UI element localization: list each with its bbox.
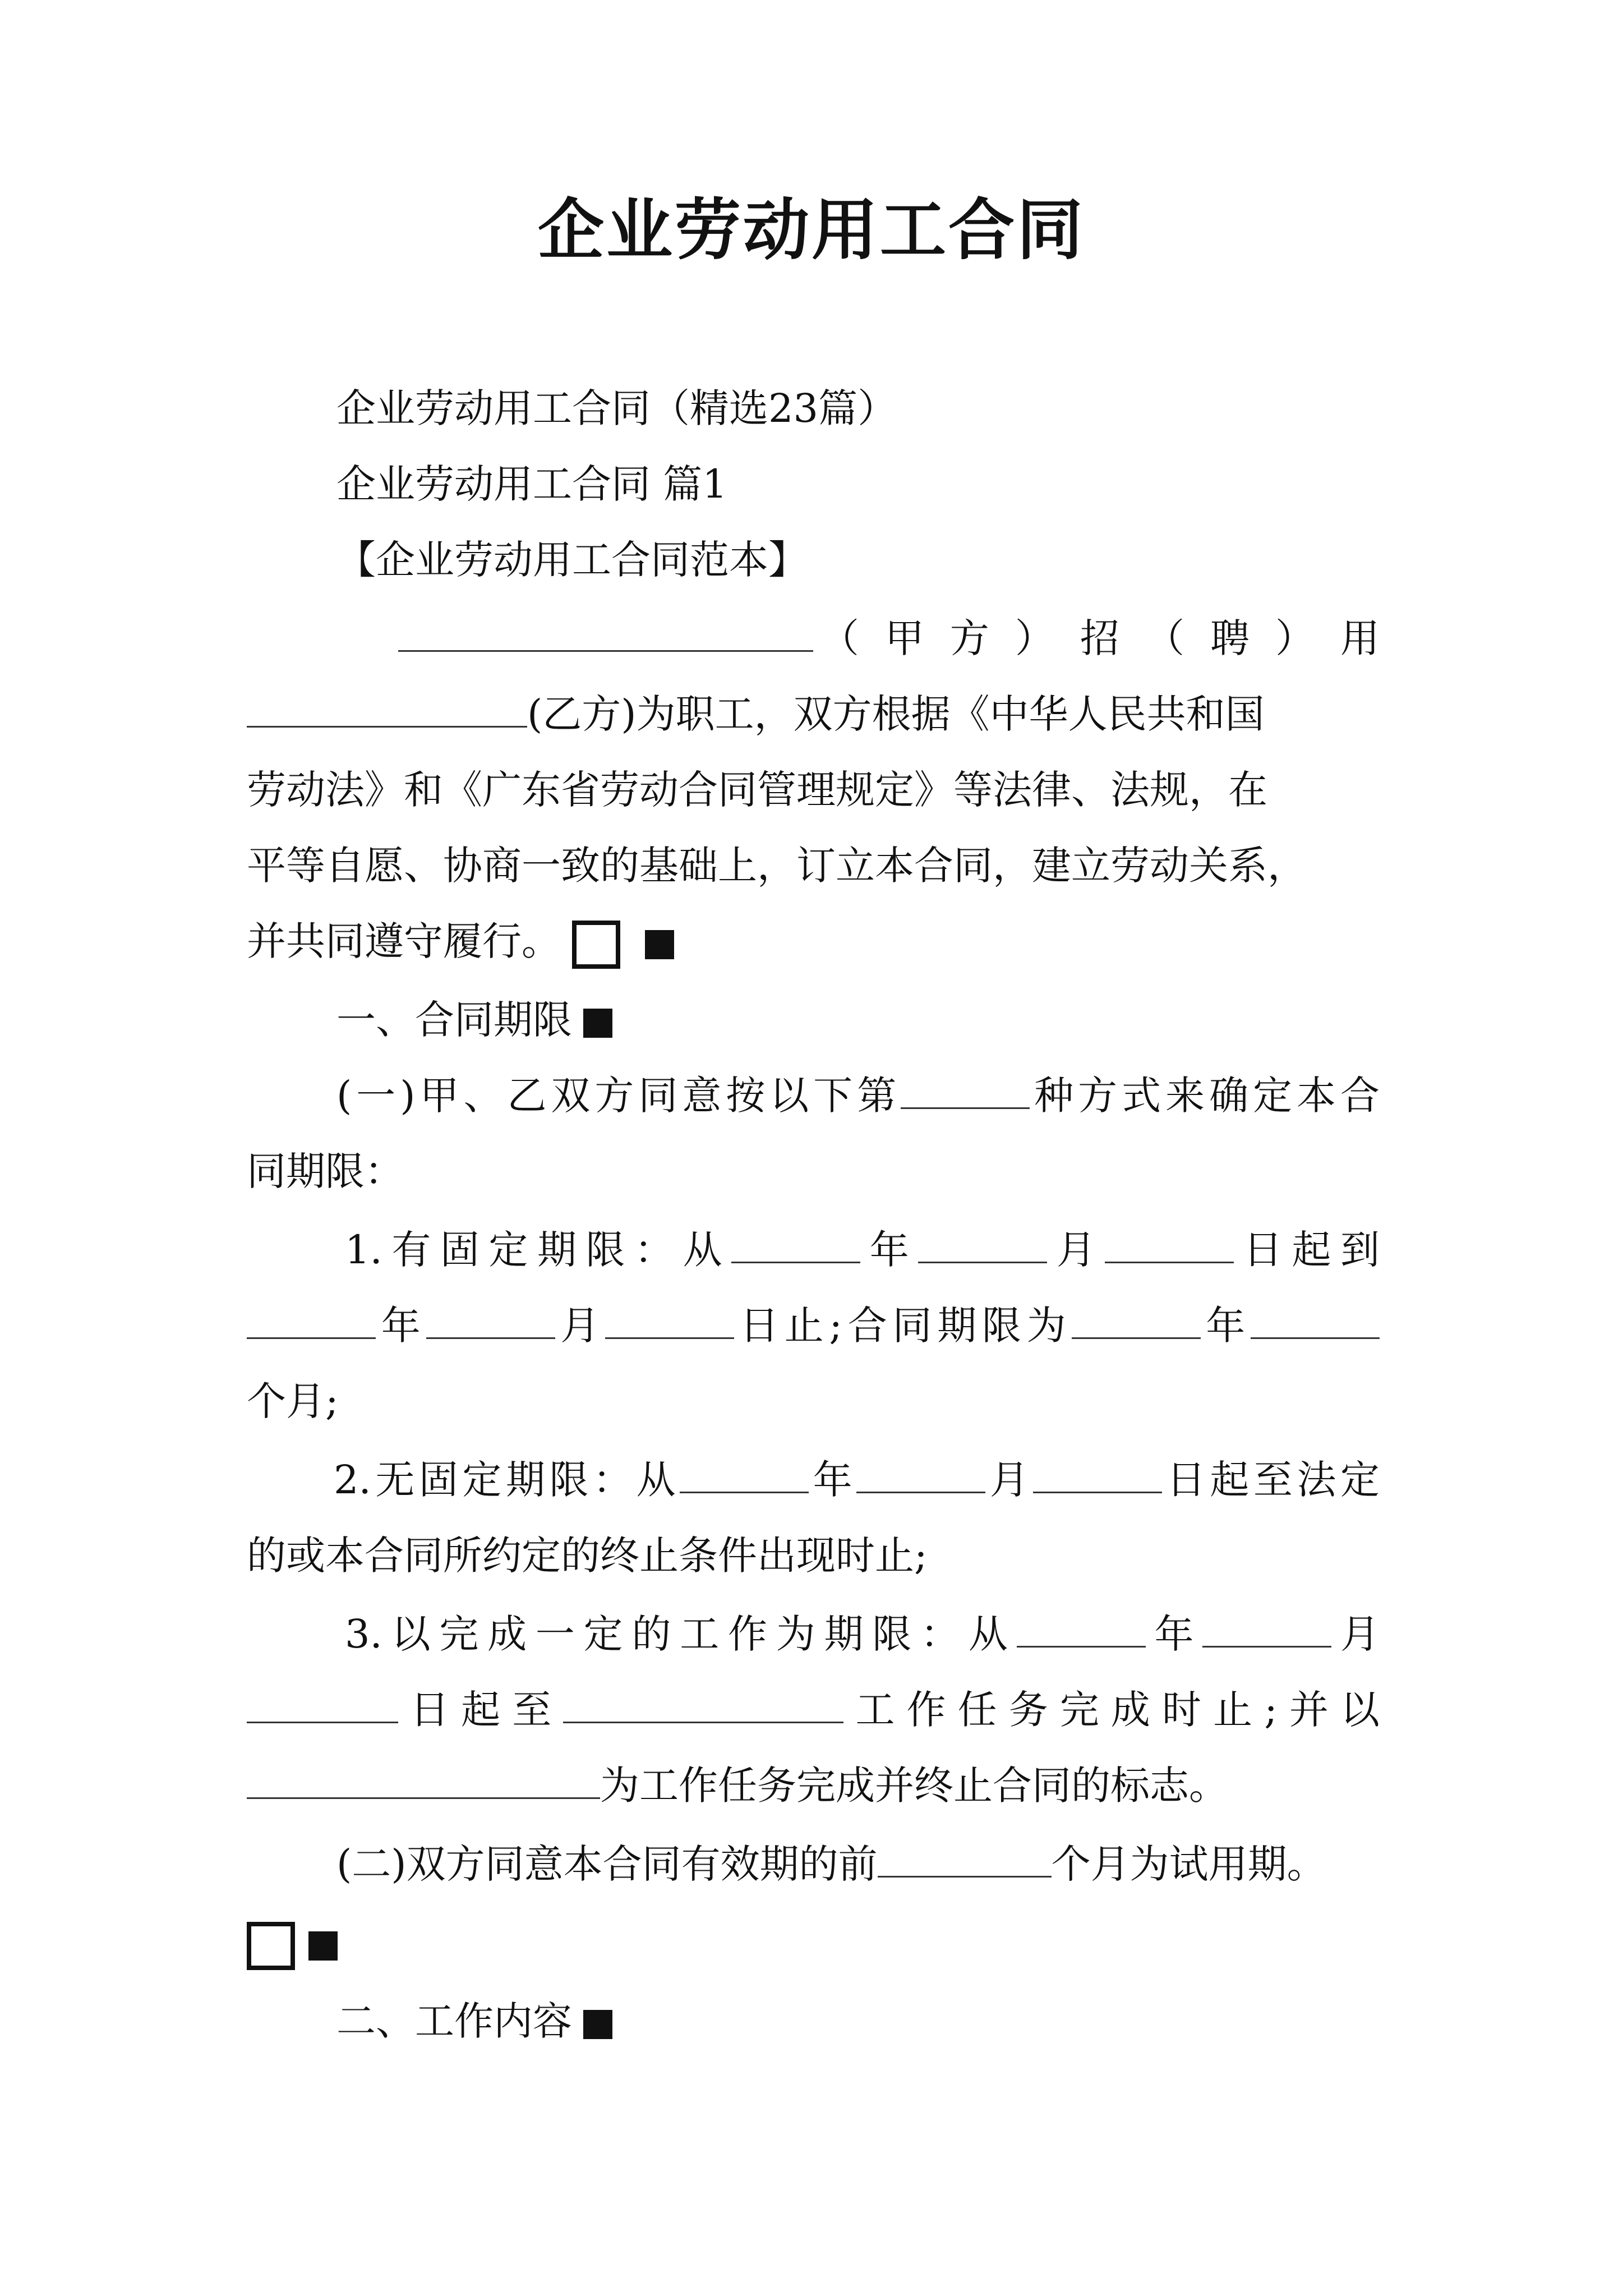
checkbox-icon bbox=[247, 1922, 295, 1970]
item3-line3: 为工作任务完成并终止合同的标志。 bbox=[247, 1747, 1380, 1824]
document-title: 企业劳动用工合同 bbox=[537, 191, 1085, 269]
item1-line2: 年 月 日止;合同期限为 年 bbox=[247, 1287, 1380, 1364]
black-square-icon bbox=[645, 930, 674, 959]
start-month-blank[interactable] bbox=[918, 1229, 1047, 1263]
intro-line-2: (乙方)为职工，双方根据《中华人民共和国 bbox=[247, 676, 1380, 752]
black-square-icon bbox=[308, 1931, 338, 1961]
start-year-blank[interactable] bbox=[731, 1229, 860, 1263]
intro-line-5: 并共同遵守履行。 bbox=[247, 903, 1380, 979]
template-heading: 【企业劳动用工合同范本】 bbox=[336, 537, 808, 583]
subtitle: 企业劳动用工合同（精选23篇） bbox=[336, 385, 897, 431]
term-months-blank[interactable] bbox=[1251, 1305, 1380, 1339]
intro-line-4: 平等自愿、协商一致的基础上，订立本合同，建立劳动关系， bbox=[247, 843, 1307, 889]
task-start-year-blank[interactable] bbox=[1017, 1613, 1146, 1648]
item3-line1: 3.以完成一定的工作为期限：从 年 月 bbox=[345, 1611, 1380, 1657]
section2-heading: 二、工作内容 bbox=[336, 1983, 1380, 2059]
section1-heading: 一、合同期限 bbox=[336, 982, 1380, 1058]
open-start-year-blank[interactable] bbox=[680, 1459, 809, 1493]
item1-line3: 个月; bbox=[247, 1378, 339, 1424]
black-square-icon bbox=[583, 2010, 612, 2039]
checkbox-icon bbox=[572, 921, 620, 969]
task-start-month-blank[interactable] bbox=[1202, 1613, 1331, 1648]
section1-p2-line1: (二)双方同意本合同有效期的前 个月为试用期。 bbox=[336, 1841, 1326, 1887]
employee-blank[interactable] bbox=[247, 693, 527, 728]
item1-line1: 1.有固定期限：从 年 月 日起到 bbox=[345, 1227, 1380, 1273]
part-heading: 企业劳动用工合同 篇1 bbox=[336, 461, 727, 507]
open-start-month-blank[interactable] bbox=[856, 1459, 985, 1493]
end-year-blank[interactable] bbox=[247, 1305, 376, 1339]
section1-p1-line2: 同期限： bbox=[247, 1148, 404, 1194]
completion-mark-blank[interactable] bbox=[247, 1765, 600, 1799]
item3-line2: 日起至 工作任务完成时止;并以 bbox=[247, 1672, 1380, 1748]
item2-line1: 2.无固定期限：从 年 月 日起至法定 bbox=[334, 1457, 1380, 1503]
probation-months-blank[interactable] bbox=[878, 1843, 1052, 1878]
section1-p2-line2 bbox=[247, 1904, 1380, 1981]
item2-line2: 的或本合同所约定的终止条件出现时止; bbox=[247, 1533, 928, 1579]
method-number-blank[interactable] bbox=[901, 1075, 1030, 1109]
employer-blank[interactable] bbox=[398, 618, 813, 652]
open-start-day-blank[interactable] bbox=[1033, 1459, 1162, 1493]
end-day-blank[interactable] bbox=[605, 1305, 734, 1339]
task-name-blank[interactable] bbox=[563, 1689, 843, 1723]
black-square-icon bbox=[583, 1009, 612, 1038]
intro-line-1: （ 甲 方 ） 招 （ 聘 ） 用 bbox=[398, 600, 1380, 677]
intro-line-3: 劳动法》和《广东省劳动合同管理规定》等法律、法规，在 bbox=[247, 767, 1267, 813]
start-day-blank[interactable] bbox=[1105, 1229, 1234, 1263]
end-month-blank[interactable] bbox=[426, 1305, 555, 1339]
term-years-blank[interactable] bbox=[1072, 1305, 1201, 1339]
task-start-day-blank[interactable] bbox=[247, 1689, 398, 1723]
section1-p1-line1: (一)甲、乙双方同意按以下第 种方式来确定本合 bbox=[336, 1073, 1380, 1119]
